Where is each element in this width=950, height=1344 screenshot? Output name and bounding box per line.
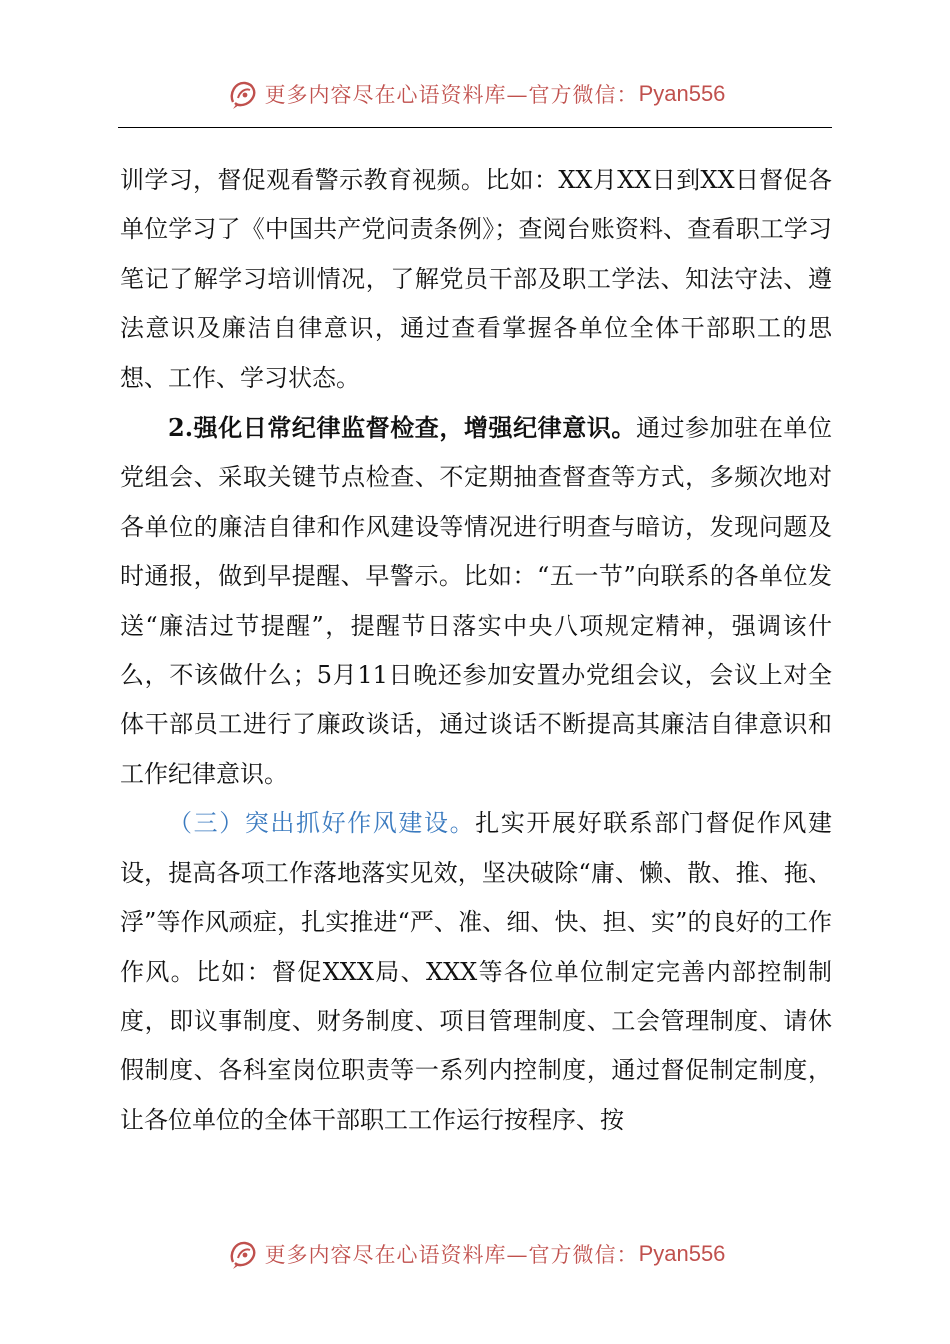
footer-wechat-id: Pyan556 [638,1241,726,1266]
paragraph-3-body: 扎实开展好联系部门督促作风建设，提高各项工作落地落实见效，坚决破除“庸、懒、散、推、拖、浮”等作风顽症，扎实推进“严、准、细、快、担、实”的良好的工作作风。比如：督促XXX局、XXX等各位单位制定完善内部控制制度，即议事制度、财务制度、项目管理制度、工会管理制度、请休假制度、各科室岗位职责等一系列内控制度，通过督促制定制度，让各位单位的全体干部职工工作运行按程序、按 [120,809,833,1134]
paragraph-1: 训学习，督促观看警示教育视频。比如：XX月XX日到XX日督促各单位学习了《中国共产党问责条例》；查阅台账资料、查看职工学习笔记了解学习培训情况，了解党员干部及职工学法、知法守法、遵法意识及廉洁自律意识，通过查看掌握各单位全体干部职工的思想、工作、学习状态。 [120,166,832,392]
paragraph-3-heading: （三）突出抓好作风建设。 [168,809,476,838]
brand-logo-icon [225,76,261,112]
header-banner [0,72,950,116]
footer-banner [0,1232,950,1276]
footer-text: 更多内容尽在心语资料库—官方微信： [264,1243,639,1267]
header-text: 更多内容尽在心语资料库—官方微信： [264,83,639,107]
paragraph-2-body: 通过参加驻在单位党组会、采取关键节点检查、不定期抽查督查等方式，多频次地对各单位的廉洁自律和作风建设等情况进行明查与暗访，发现问题及时通报，做到早提醒、早警示。比如：“五一节”向联系的各单位发送“廉洁过节提醒”，提醒节日落实中央八项规定精神，强调该什么，不该做什么；5月11日晚还参加安置办党组会议，会议上对全体干部员工进行了廉政谈话，通过谈话不断提高其廉洁自律意识和工作纪律意识。 [120,414,833,788]
header-divider [118,127,832,128]
paragraph-2-heading: 2.强化日常纪律监督检查，增强纪律意识。 [168,413,636,443]
document-body [120,156,832,1145]
paragraph-2 [120,403,832,799]
paragraph-3 [120,799,832,1145]
header-wechat-id: Pyan556 [638,81,726,106]
brand-logo-icon [225,1236,261,1272]
